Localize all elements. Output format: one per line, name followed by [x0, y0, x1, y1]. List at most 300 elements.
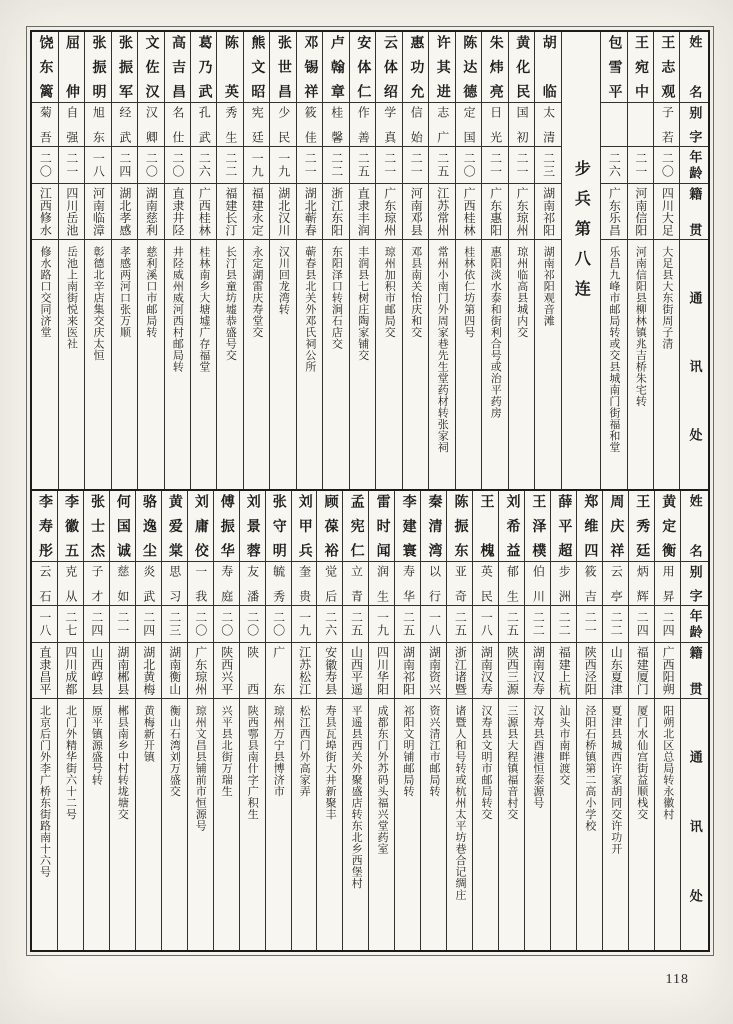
address-cell-text: 惠阳淡水泰和街利合号或治平药房 [489, 246, 502, 419]
address-cell-text: 桂林依仁坊第四号 [462, 246, 475, 338]
courtesy-name-cell-text: 英民 [479, 565, 494, 602]
age-cell-text: 二一 [633, 152, 648, 178]
address-cell-text: 泾阳石桥镇第二高小学校 [583, 705, 596, 832]
courtesy-name-cell [188, 562, 213, 606]
native-place-cell [162, 643, 187, 699]
age-cell [85, 147, 110, 184]
age-cell-text: 二七 [63, 611, 78, 637]
address-cell-text: 衡山石湾刘万盛交 [168, 705, 181, 797]
courtesy-name-cell-text: 云石 [37, 565, 52, 602]
courtesy-name-cell-text: 云亭 [609, 565, 624, 602]
courtesy-name-cell [629, 562, 654, 606]
age-cell [59, 147, 84, 184]
name-cell-text: 高吉昌 [169, 35, 185, 99]
name-cell [270, 32, 295, 103]
address-cell [32, 240, 57, 489]
native-place-cell-text: 湖南汉寿 [531, 646, 546, 695]
name-cell [110, 491, 135, 562]
native-place-cell [270, 184, 295, 240]
age-cell [270, 147, 295, 184]
row-header-name [680, 32, 708, 103]
name-cell-text: 包雪平 [606, 35, 622, 99]
name-cell-text: 熊文昭 [249, 35, 265, 99]
courtesy-name-cell [601, 103, 626, 147]
name-cell [499, 491, 524, 562]
address-cell [628, 240, 653, 489]
company-divider-column [561, 32, 600, 489]
native-place-cell-text: 湖南郴县 [115, 646, 130, 695]
address-cell-text: 汕头市南畔渡交 [557, 705, 570, 786]
name-cell [395, 491, 420, 562]
address-cell [297, 240, 322, 489]
address-cell-text: 寿县瓦埠街大井新聚丰 [324, 705, 337, 820]
age-cell-text: 二六 [197, 152, 212, 178]
age-cell [655, 606, 680, 643]
entry-column [524, 491, 550, 950]
entry-column [342, 491, 368, 950]
age-cell [162, 606, 187, 643]
native-place-cell [297, 184, 322, 240]
native-place-cell-text: 湖南祁阳 [541, 187, 556, 236]
address-cell [376, 240, 401, 489]
courtesy-name-cell-text: 自强 [64, 106, 79, 143]
address-cell [403, 240, 428, 489]
native-place-cell-text: 广东琼州 [515, 187, 530, 236]
age-cell-text: 一八 [479, 611, 494, 637]
row-header-zi-text: 别字 [687, 565, 703, 602]
row-header-name [681, 491, 708, 562]
address-cell [369, 699, 394, 950]
native-place-cell [266, 643, 291, 699]
native-place-cell [429, 184, 454, 240]
address-cell-text: 彰德北辛店集交庆太恒 [91, 246, 104, 361]
age-cell-text: 二二 [531, 611, 546, 637]
courtesy-name-cell [421, 562, 446, 606]
name-cell [456, 32, 481, 103]
courtesy-name-cell [110, 562, 135, 606]
row-header-age [681, 606, 708, 643]
address-cell [603, 699, 628, 950]
courtesy-name-cell [395, 562, 420, 606]
age-cell [317, 606, 342, 643]
entry-column [161, 491, 187, 950]
name-cell-text: 骆逸尘 [140, 494, 156, 558]
age-cell [376, 147, 401, 184]
address-cell-text: 黄梅新开镇 [142, 705, 155, 763]
address-cell-text: 琼州万宁县博济市 [272, 705, 285, 797]
age-cell-text: 二五 [435, 152, 450, 178]
age-cell [323, 147, 348, 184]
age-cell [395, 606, 420, 643]
entry-column [420, 491, 446, 950]
address-cell [473, 699, 498, 950]
courtesy-name-cell-text: 一我 [193, 565, 208, 602]
courtesy-name-cell-text: 郁生 [505, 565, 520, 602]
entry-column [316, 491, 342, 950]
name-cell [217, 32, 242, 103]
address-cell [112, 240, 137, 489]
native-place-cell-text: 湖南慈利 [144, 187, 159, 236]
address-cell [84, 699, 109, 950]
age-cell-text: 二五 [401, 611, 416, 637]
courtesy-name-cell [577, 562, 602, 606]
native-place-cell [551, 643, 576, 699]
entry-column [654, 491, 680, 950]
native-place-cell-text: 安徽寿县 [323, 646, 338, 695]
name-cell-text: 云体绍 [381, 35, 397, 99]
entry-column [32, 32, 57, 489]
native-place-cell [629, 643, 654, 699]
entry-column [394, 491, 420, 950]
age-cell-text: 二四 [89, 611, 104, 637]
name-cell [447, 491, 472, 562]
native-place-cell [240, 643, 265, 699]
courtesy-name-cell-text: 少民 [276, 106, 291, 143]
address-cell [188, 699, 213, 950]
row-header-zi [680, 103, 708, 147]
address-cell-text: 长汀县童坊墟恭盛号交 [224, 246, 237, 361]
courtesy-name-cell [509, 103, 534, 147]
name-cell-text: 张世昌 [275, 35, 291, 99]
name-cell-text: 朱炜亮 [487, 35, 503, 99]
native-place-cell [343, 643, 368, 699]
age-cell-text: 二四 [661, 611, 676, 637]
name-cell-text: 张守明 [270, 494, 286, 558]
courtesy-name-cell [323, 103, 348, 147]
name-cell-text: 刘希益 [504, 494, 520, 558]
address-cell [629, 699, 654, 950]
age-cell [473, 606, 498, 643]
age-cell [217, 147, 242, 184]
courtesy-name-cell-text: 步洲 [557, 565, 572, 602]
courtesy-name-cell [473, 562, 498, 606]
age-cell [244, 147, 269, 184]
courtesy-name-cell [191, 103, 216, 147]
courtesy-name-cell-text: 寿华 [401, 565, 416, 602]
age-cell-text: 二三 [541, 152, 556, 178]
entry-column [265, 491, 291, 950]
name-cell-text: 秦清湾 [426, 494, 442, 558]
age-cell-text: 二一 [64, 152, 79, 178]
entry-column [109, 491, 135, 950]
courtesy-name-cell [58, 562, 83, 606]
age-cell-text: 二一 [382, 152, 397, 178]
native-place-cell [165, 184, 190, 240]
company-label: 步兵第八连 [572, 160, 590, 310]
courtesy-name-cell [429, 103, 454, 147]
native-place-cell-text: 福建永定 [250, 187, 265, 236]
entry-column [32, 491, 57, 950]
name-cell [376, 32, 401, 103]
address-cell-text: 汉寿县酉港恒泰源号 [531, 705, 544, 809]
native-place-cell [577, 643, 602, 699]
address-cell [85, 240, 110, 489]
courtesy-name-cell-text: 秀生 [223, 106, 238, 143]
native-place-cell-text: 湖北孝感 [117, 187, 132, 236]
entry-column [534, 32, 560, 489]
name-cell-text: 刘景蓉 [244, 494, 260, 558]
native-place-cell [323, 184, 348, 240]
name-cell [165, 32, 190, 103]
native-place-cell-text: 福建厦门 [635, 646, 650, 695]
courtesy-name-cell-text: 以行 [427, 565, 442, 602]
address-cell [654, 240, 679, 489]
age-cell-text: 二六 [607, 152, 622, 178]
name-cell-text: 刘甲兵 [296, 494, 312, 558]
roster-section-bottom [32, 491, 708, 950]
name-cell [297, 32, 322, 103]
name-cell-text: 雷时闻 [374, 494, 390, 558]
courtesy-name-cell-text: 子才 [89, 565, 104, 602]
name-cell-text: 郑维四 [582, 494, 598, 558]
courtesy-name-cell-text: 学真 [382, 106, 397, 143]
courtesy-name-cell-text: 经武 [117, 106, 132, 143]
age-cell-text: 一九 [375, 611, 390, 637]
address-cell [456, 240, 481, 489]
courtesy-name-cell [32, 103, 57, 147]
courtesy-name-cell [136, 562, 161, 606]
entry-column [57, 491, 83, 950]
name-cell-text: 李建寰 [400, 494, 416, 558]
native-place-cell [32, 184, 57, 240]
age-cell-text: 二〇 [170, 152, 185, 178]
address-cell [551, 699, 576, 950]
native-place-cell-text: 广东 [271, 646, 286, 695]
entry-column [508, 32, 534, 489]
age-cell [456, 147, 481, 184]
entry-column [498, 491, 524, 950]
name-cell [59, 32, 84, 103]
native-place-cell-text: 湖北汉川 [276, 187, 291, 236]
age-cell-text: 二一 [515, 152, 530, 178]
name-cell [655, 491, 680, 562]
courtesy-name-cell-text: 寿庭 [219, 565, 234, 602]
age-cell-text: 一九 [297, 611, 312, 637]
entry-column [602, 491, 628, 950]
address-cell [421, 699, 446, 950]
native-place-cell-text: 陕西泾阳 [583, 646, 598, 695]
courtesy-name-cell-text: 筱佳 [303, 106, 318, 143]
age-cell-text: 一九 [276, 152, 291, 178]
courtesy-name-cell [162, 562, 187, 606]
address-cell [395, 699, 420, 950]
entry-column [600, 32, 626, 489]
address-cell [136, 699, 161, 950]
native-place-cell-text: 直隶丰润 [356, 187, 371, 236]
courtesy-name-cell-text: 炎武 [141, 565, 156, 602]
age-cell [421, 606, 446, 643]
name-cell-text: 黄化民 [514, 35, 530, 99]
native-place-cell-text: 广西桂林 [197, 187, 212, 236]
name-cell [58, 491, 83, 562]
name-cell-text: 安体仁 [355, 35, 371, 99]
name-cell-text: 李寿彤 [37, 494, 52, 558]
address-cell-text: 桂林南乡大塘墟广存福堂 [197, 246, 210, 373]
address-cell [323, 240, 348, 489]
age-cell-text: 二五 [505, 611, 520, 637]
entry-column [627, 32, 653, 489]
name-cell-text: 卢翰章 [328, 35, 344, 99]
native-place-cell-text: 四川成都 [63, 646, 78, 695]
courtesy-name-cell-text: 作善 [356, 106, 371, 143]
name-cell [482, 32, 507, 103]
address-cell-text: 乐昌九峰市邮局转或交县城南门街福和堂 [607, 246, 620, 453]
native-place-cell-text: 河南邓县 [409, 187, 424, 236]
age-cell-text: 二〇 [38, 152, 53, 178]
courtesy-name-cell-text: 立青 [349, 565, 364, 602]
native-place-cell-text: 江苏松江 [297, 646, 312, 695]
entry-column [550, 491, 576, 950]
native-place-cell-text: 湖北蕲春 [303, 187, 318, 236]
native-place-cell [403, 184, 428, 240]
address-cell-text: 慈利溪口市邮局转 [144, 246, 157, 338]
name-cell-text: 邓锡祥 [302, 35, 318, 99]
name-cell-text: 张振明 [90, 35, 106, 99]
name-cell [473, 491, 498, 562]
entry-column [187, 491, 213, 950]
age-cell [343, 606, 368, 643]
age-cell [482, 147, 507, 184]
address-cell-text: 琼州临高县城内交 [515, 246, 528, 338]
courtesy-name-cell [32, 562, 57, 606]
age-cell [136, 606, 161, 643]
native-place-cell [603, 643, 628, 699]
header-column [680, 491, 708, 950]
courtesy-name-cell [84, 562, 109, 606]
age-cell [32, 606, 57, 643]
courtesy-name-cell [266, 562, 291, 606]
name-cell-text: 葛乃武 [196, 35, 212, 99]
address-cell-text: 东阳泽口转涧石店交 [330, 246, 343, 350]
courtesy-name-cell-text: 汉卿 [144, 106, 159, 143]
address-cell-text: 厦门水仙宫街益顺栈交 [635, 705, 648, 820]
row-header-zi [681, 562, 708, 606]
age-cell [535, 147, 560, 184]
address-cell-text: 平遥县西关外聚盛店转东北乡西堡村 [350, 705, 363, 889]
native-place-cell-text: 山西平遥 [349, 646, 364, 695]
address-cell-text: 兴平县北街万瑞生 [220, 705, 233, 797]
address-cell-text: 祁阳文明铺邮局转 [402, 705, 415, 797]
name-cell-text: 陈振东 [452, 494, 468, 558]
name-cell-text: 何国诚 [114, 494, 130, 558]
age-cell-text: 二五 [356, 152, 371, 178]
address-cell-text: 汉川回龙湾转 [277, 246, 290, 315]
name-cell [266, 491, 291, 562]
address-cell-text: 常州小南门外周家巷先生堂药材转张家祠 [436, 246, 449, 453]
name-cell [32, 32, 57, 103]
entry-column [58, 32, 84, 489]
entry-column [135, 491, 161, 950]
row-header-native-text: 籍贯 [687, 646, 703, 695]
age-cell-text: 二五 [453, 611, 468, 637]
courtesy-name-cell [535, 103, 560, 147]
name-cell-text: 王志观 [659, 35, 675, 99]
age-cell [654, 147, 679, 184]
entry-column [111, 32, 137, 489]
native-place-cell-text: 广西桂林 [462, 187, 477, 236]
native-place-cell [376, 184, 401, 240]
entry-column [216, 32, 242, 489]
native-place-cell-text: 江苏常州 [435, 187, 450, 236]
native-place-cell [535, 184, 560, 240]
native-place-cell [138, 184, 163, 240]
name-cell [138, 32, 163, 103]
courtesy-name-cell [655, 562, 680, 606]
address-cell [525, 699, 550, 950]
age-cell-text: 二〇 [193, 611, 208, 637]
name-cell [509, 32, 534, 103]
entry-column [472, 491, 498, 950]
name-cell [240, 491, 265, 562]
entry-column [375, 32, 401, 489]
entry-column [291, 491, 317, 950]
name-cell-text: 王宛中 [632, 35, 648, 99]
name-cell [162, 491, 187, 562]
courtesy-name-cell-text: 觉后 [323, 565, 338, 602]
native-place-cell-text: 陕西 [245, 646, 260, 695]
age-cell [629, 606, 654, 643]
age-cell-text: 二〇 [462, 152, 477, 178]
native-place-cell-text: 湖南衡山 [167, 646, 182, 695]
native-place-cell [84, 643, 109, 699]
entry-column [653, 32, 679, 489]
name-cell [603, 491, 628, 562]
courtesy-name-cell-text: 慈如 [115, 565, 130, 602]
courtesy-name-cell-text: 筱吉 [583, 565, 598, 602]
name-cell-text: 惠功允 [408, 35, 424, 99]
age-cell-text: 二〇 [660, 152, 675, 178]
entry-column [628, 491, 654, 950]
age-cell [266, 606, 291, 643]
name-cell-text: 张士杰 [88, 494, 104, 558]
address-cell-text: 修水路口交同济堂 [38, 246, 51, 338]
native-place-cell [292, 643, 317, 699]
name-cell-text: 文佐汉 [143, 35, 159, 99]
age-cell [603, 606, 628, 643]
entry-column [322, 32, 348, 489]
row-header-native [680, 184, 708, 240]
courtesy-name-cell [654, 103, 679, 147]
address-cell [59, 240, 84, 489]
address-cell-text: 蕲春县北关外邓氏祠公所 [303, 246, 316, 373]
name-cell-text: 陈英 [222, 35, 238, 99]
courtesy-name-cell-text: 友潘 [245, 565, 260, 602]
name-cell-text: 顾葆裕 [322, 494, 338, 558]
address-cell [482, 240, 507, 489]
age-cell [601, 147, 626, 184]
courtesy-name-cell [482, 103, 507, 147]
address-cell-text: 邓县南关怡庆和交 [409, 246, 422, 338]
name-cell [629, 491, 654, 562]
native-place-cell [601, 184, 626, 240]
address-cell [350, 240, 375, 489]
courtesy-name-cell [292, 562, 317, 606]
courtesy-name-cell-text: 日光 [488, 106, 503, 143]
native-place-cell [654, 184, 679, 240]
name-cell [429, 32, 454, 103]
native-place-cell-text: 四川华阳 [375, 646, 390, 695]
name-cell [214, 491, 239, 562]
native-place-cell [655, 643, 680, 699]
native-place-cell [421, 643, 446, 699]
native-place-cell-text: 广西阳朔 [661, 646, 676, 695]
row-header-zi-text: 别字 [687, 106, 703, 143]
native-place-cell-text: 四川大足 [660, 187, 675, 236]
native-place-cell-text: 河南信阳 [633, 187, 648, 236]
courtesy-name-cell [297, 103, 322, 147]
native-place-cell [110, 643, 135, 699]
native-place-cell [214, 643, 239, 699]
